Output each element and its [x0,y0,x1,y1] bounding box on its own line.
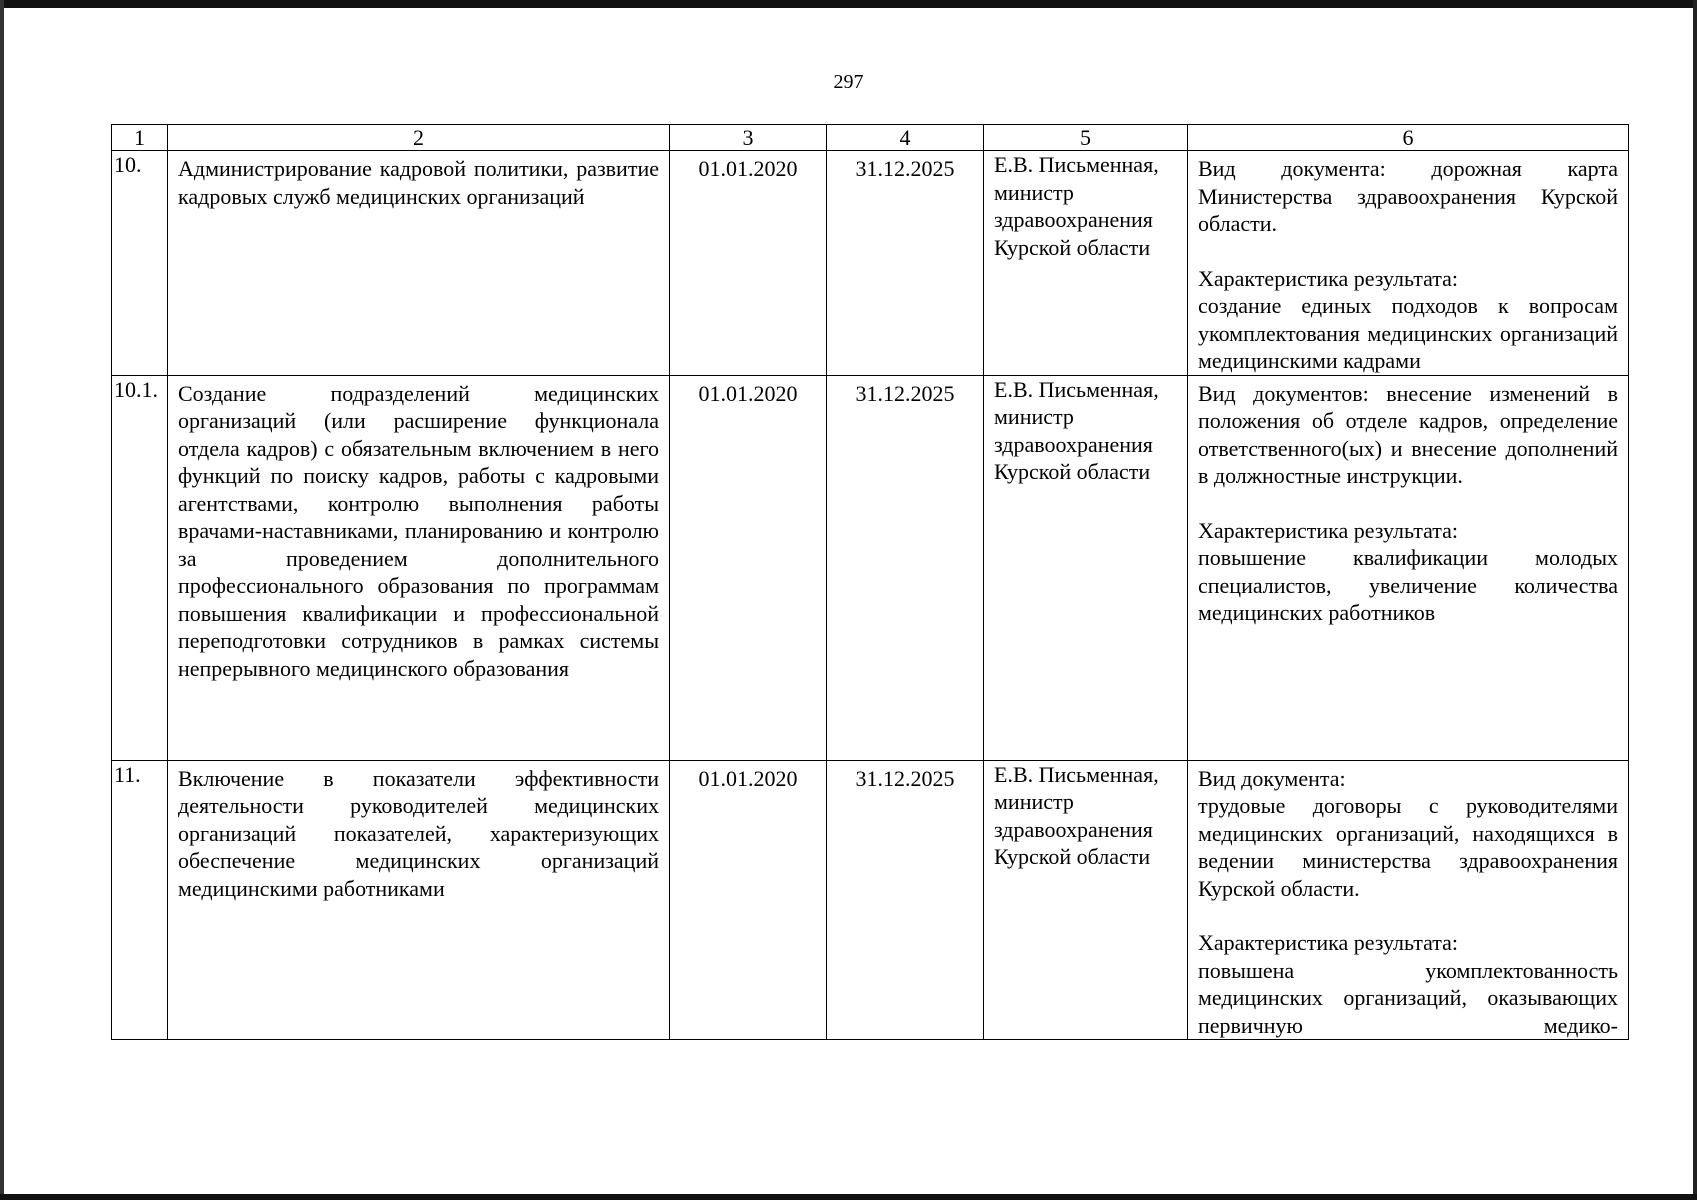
result-document: Вид документов: внесение изменений в положения об отделе кадров, определение ответственного(ых) и внесение дополнений в должностные инструкции. [1198,380,1618,488]
responsible-person: Е.В. Письменная, министр здравоохранения Курской области [984,375,1188,760]
header-cell-4: 4 [827,125,984,151]
responsible-person: Е.В. Письменная, министр здравоохранения Курской области [984,760,1188,1040]
result-document: Вид документа: дорожная карта Министерства здравоохранения Курской области. [1198,156,1618,236]
header-cell-2: 2 [168,125,670,151]
measure-name: Включение в показатели эффективности деятельности руководителей медицинских организаций показателей, характеризующих обеспечение медицинских организаций медицинскими работниками [168,760,670,1040]
header-cell-6: 6 [1188,125,1629,151]
result-cell [1188,151,1629,376]
start-date: 01.01.2020 [670,760,827,1040]
scan-border-left [0,0,4,1200]
measures-table [111,124,1629,1040]
end-date: 31.12.2025 [827,760,984,1040]
result-document-title: Вид документа: [1198,765,1346,791]
start-date: 01.01.2020 [670,151,827,376]
header-cell-1: 1 [112,125,168,151]
start-date: 01.01.2020 [670,375,827,760]
table-row [112,375,1629,760]
end-date: 31.12.2025 [827,375,984,760]
result-characteristic-title: Характеристика результата: [1198,517,1459,543]
header-cell-5: 5 [984,125,1188,151]
table-row [112,760,1629,1040]
result-characteristic-text: создание единых подходов к вопросам укомплектования медицинских организаций медицинскими кадрами [1198,293,1618,373]
table-row [112,151,1629,376]
header-cell-3: 3 [670,125,827,151]
result-characteristic-text: повышена укомплектованность медицинских организаций, оказывающих первичную медико- [1198,957,1618,1038]
measure-name: Администрирование кадровой политики, развитие кадровых служб медицинских организаций [168,151,670,376]
page-number: 297 [833,71,864,93]
end-date: 31.12.2025 [827,151,984,376]
result-characteristic-title: Характеристика результата: [1198,930,1459,955]
measure-name: Создание подразделений медицинских организаций (или расширение функционала отдела кадров) с обязательным включением в него функций по поиску кадров, работы с кадровыми агентствами, контролю выполнения работы врачами-наставниками, планированию и контролю за проведением дополнительного профессионального образования по программам повышения квалификации и профессиональной переподготовки сотрудников в рамках системы непрерывного медицинского образования [168,375,670,760]
result-characteristic-text: повышение квалификации молодых специалистов, увеличение количества медицинских работников [1198,545,1618,625]
scan-border-right [1693,0,1697,1200]
scan-border-bottom [0,1194,1697,1200]
scan-border-top [0,0,1697,8]
row-number: 10.1. [112,375,168,760]
result-characteristic-title: Характеристика результата: [1198,265,1459,291]
row-number: 10. [112,151,168,376]
result-document: трудовые договоры с руководителями медицинских организаций, находящихся в ведении министерства здравоохранения Курской области. [1198,793,1618,901]
result-cell [1188,375,1629,760]
result-cell [1188,760,1629,1040]
row-number: 11. [112,760,168,1040]
table-header-row [112,125,1629,151]
responsible-person: Е.В. Письменная, министр здравоохранения Курской области [984,151,1188,376]
